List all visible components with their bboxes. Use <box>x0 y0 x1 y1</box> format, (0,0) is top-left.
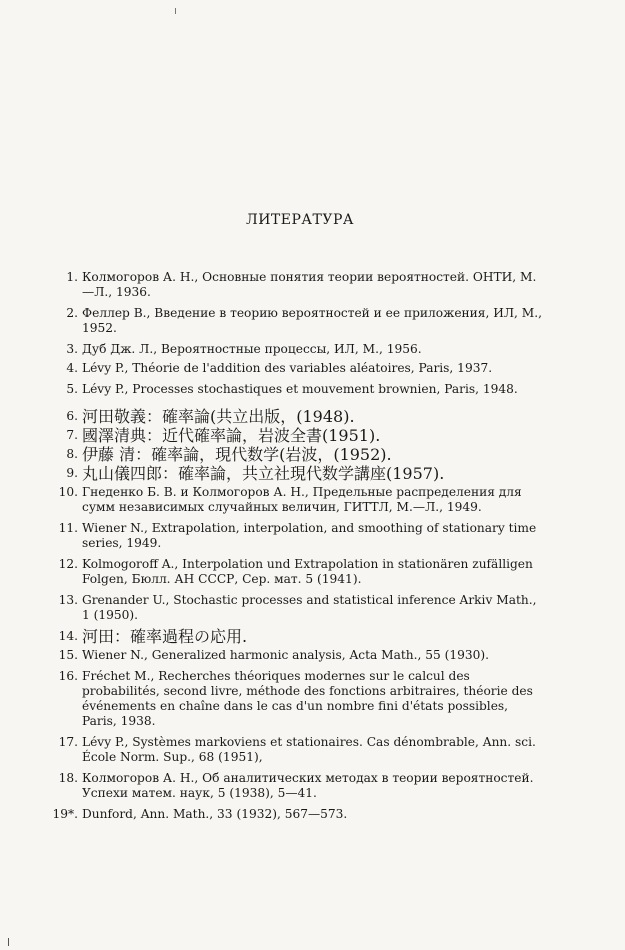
reference-text: Гнеденко Б. В. и Колмогоров А. Н., Предельные распределения для сумм независимых случайных величин, ГИТТЛ, М.—Л., 1949. <box>82 485 522 514</box>
reference-number: 9. <box>66 466 78 480</box>
reference-item <box>56 270 544 300</box>
reference-text: Wiener N., Generalized harmonic analysis, Acta Math., 55 (1930). <box>82 648 490 662</box>
reference-item <box>56 669 544 729</box>
reference-number: 3. <box>66 342 78 356</box>
reference-item <box>56 407 544 426</box>
reference-item <box>52 807 544 822</box>
reference-text: Grenander U., Stochastic processes and statistical inference Arkiv Math., 1 (1950). <box>82 593 537 622</box>
reference-number: 6. <box>66 409 78 423</box>
page-title: ЛИТЕРАТУРА <box>246 212 354 228</box>
reference-text: Колмогоров А. Н., Основные понятия теории вероятностей. ОНТИ, М.—Л., 1936. <box>82 270 537 299</box>
reference-text: 伊藤 清：確率論，現代数学(岩波，(1952). <box>82 445 392 464</box>
reference-number: 10. <box>58 485 78 499</box>
reference-item <box>56 593 544 623</box>
reference-item <box>56 771 544 801</box>
reference-number: 7. <box>66 428 78 442</box>
reference-number: 1. <box>66 270 78 284</box>
reference-item <box>56 445 544 464</box>
scan-mark-top <box>175 8 176 14</box>
reference-text: Fréchet M., Recherches théoriques modernes sur le calcul des probabilités, second livre, méthode des fonctions arbitraires, théorie des événements en chaîne dans le cas d'un nombre fini d'états possibles, Paris, 1938. <box>82 669 533 728</box>
scan-mark-bottom <box>8 938 9 946</box>
reference-item <box>56 735 544 765</box>
reference-number: 11. <box>58 521 78 535</box>
reference-text: Wiener N., Extrapolation, interpolation, and smoothing of stationary time series, 1949. <box>82 521 537 550</box>
reference-item <box>56 521 544 551</box>
reference-item <box>56 464 544 483</box>
reference-item <box>56 342 544 357</box>
reference-number: 16. <box>58 669 78 683</box>
reference-text: Дуб Дж. Л., Вероятностные процессы, ИЛ, М., 1956. <box>82 342 422 356</box>
reference-text: 河田敬義：確率論(共立出版，(1948). <box>82 407 355 426</box>
reference-item <box>56 306 544 336</box>
reference-text: Lévy P., Théorie de l'addition des variables aléatoires, Paris, 1937. <box>82 361 493 375</box>
reference-text: 河田：確率過程の応用. <box>82 627 248 646</box>
reference-text: 國澤清典：近代確率論，岩波全書(1951). <box>82 426 381 445</box>
reference-number: 18. <box>58 771 78 785</box>
reference-number: 12. <box>58 557 78 571</box>
reference-item <box>56 627 544 646</box>
reference-item <box>56 361 544 376</box>
reference-text: Lévy P., Processes stochastiques et mouvement brownien, Paris, 1948. <box>82 382 518 396</box>
reference-item <box>56 557 544 587</box>
reference-item <box>56 648 544 663</box>
reference-text: Kolmogoroff A., Interpolation und Extrapolation in stationären zufälligen Folgen, Бюлл. АН СССР, Сер. мат. 5 (1941). <box>82 557 533 586</box>
reference-number: 17. <box>58 735 78 749</box>
reference-number: 19*. <box>52 807 78 821</box>
reference-item <box>56 485 544 515</box>
reference-number: 13. <box>58 593 78 607</box>
reference-number: 15. <box>58 648 78 662</box>
reference-number: 8. <box>66 447 78 461</box>
reference-list <box>52 270 544 822</box>
reference-number: 4. <box>66 361 78 375</box>
reference-text: Феллер В., Введение в теорию вероятностей и ее приложения, ИЛ, М., 1952. <box>82 306 542 335</box>
reference-text: 丸山儀四郎：確率論，共立社現代数学講座(1957). <box>82 464 445 483</box>
reference-text: Колмогоров А. Н., Об аналитических методах в теории вероятностей. Успехи матем. наук, 5 (1938), 5—41. <box>82 771 534 800</box>
reference-item <box>56 426 544 445</box>
reference-number: 14. <box>58 629 78 643</box>
reference-text: Dunford, Ann. Math., 33 (1932), 567—573. <box>82 807 348 821</box>
reference-number: 2. <box>66 306 78 320</box>
reference-item <box>56 382 544 397</box>
reference-text: Lévy P., Systèmes markoviens et stationaires. Cas dénombrable, Ann. sci. École Norm. Sup., 68 (1951), <box>82 735 536 764</box>
reference-number: 5. <box>66 382 78 396</box>
